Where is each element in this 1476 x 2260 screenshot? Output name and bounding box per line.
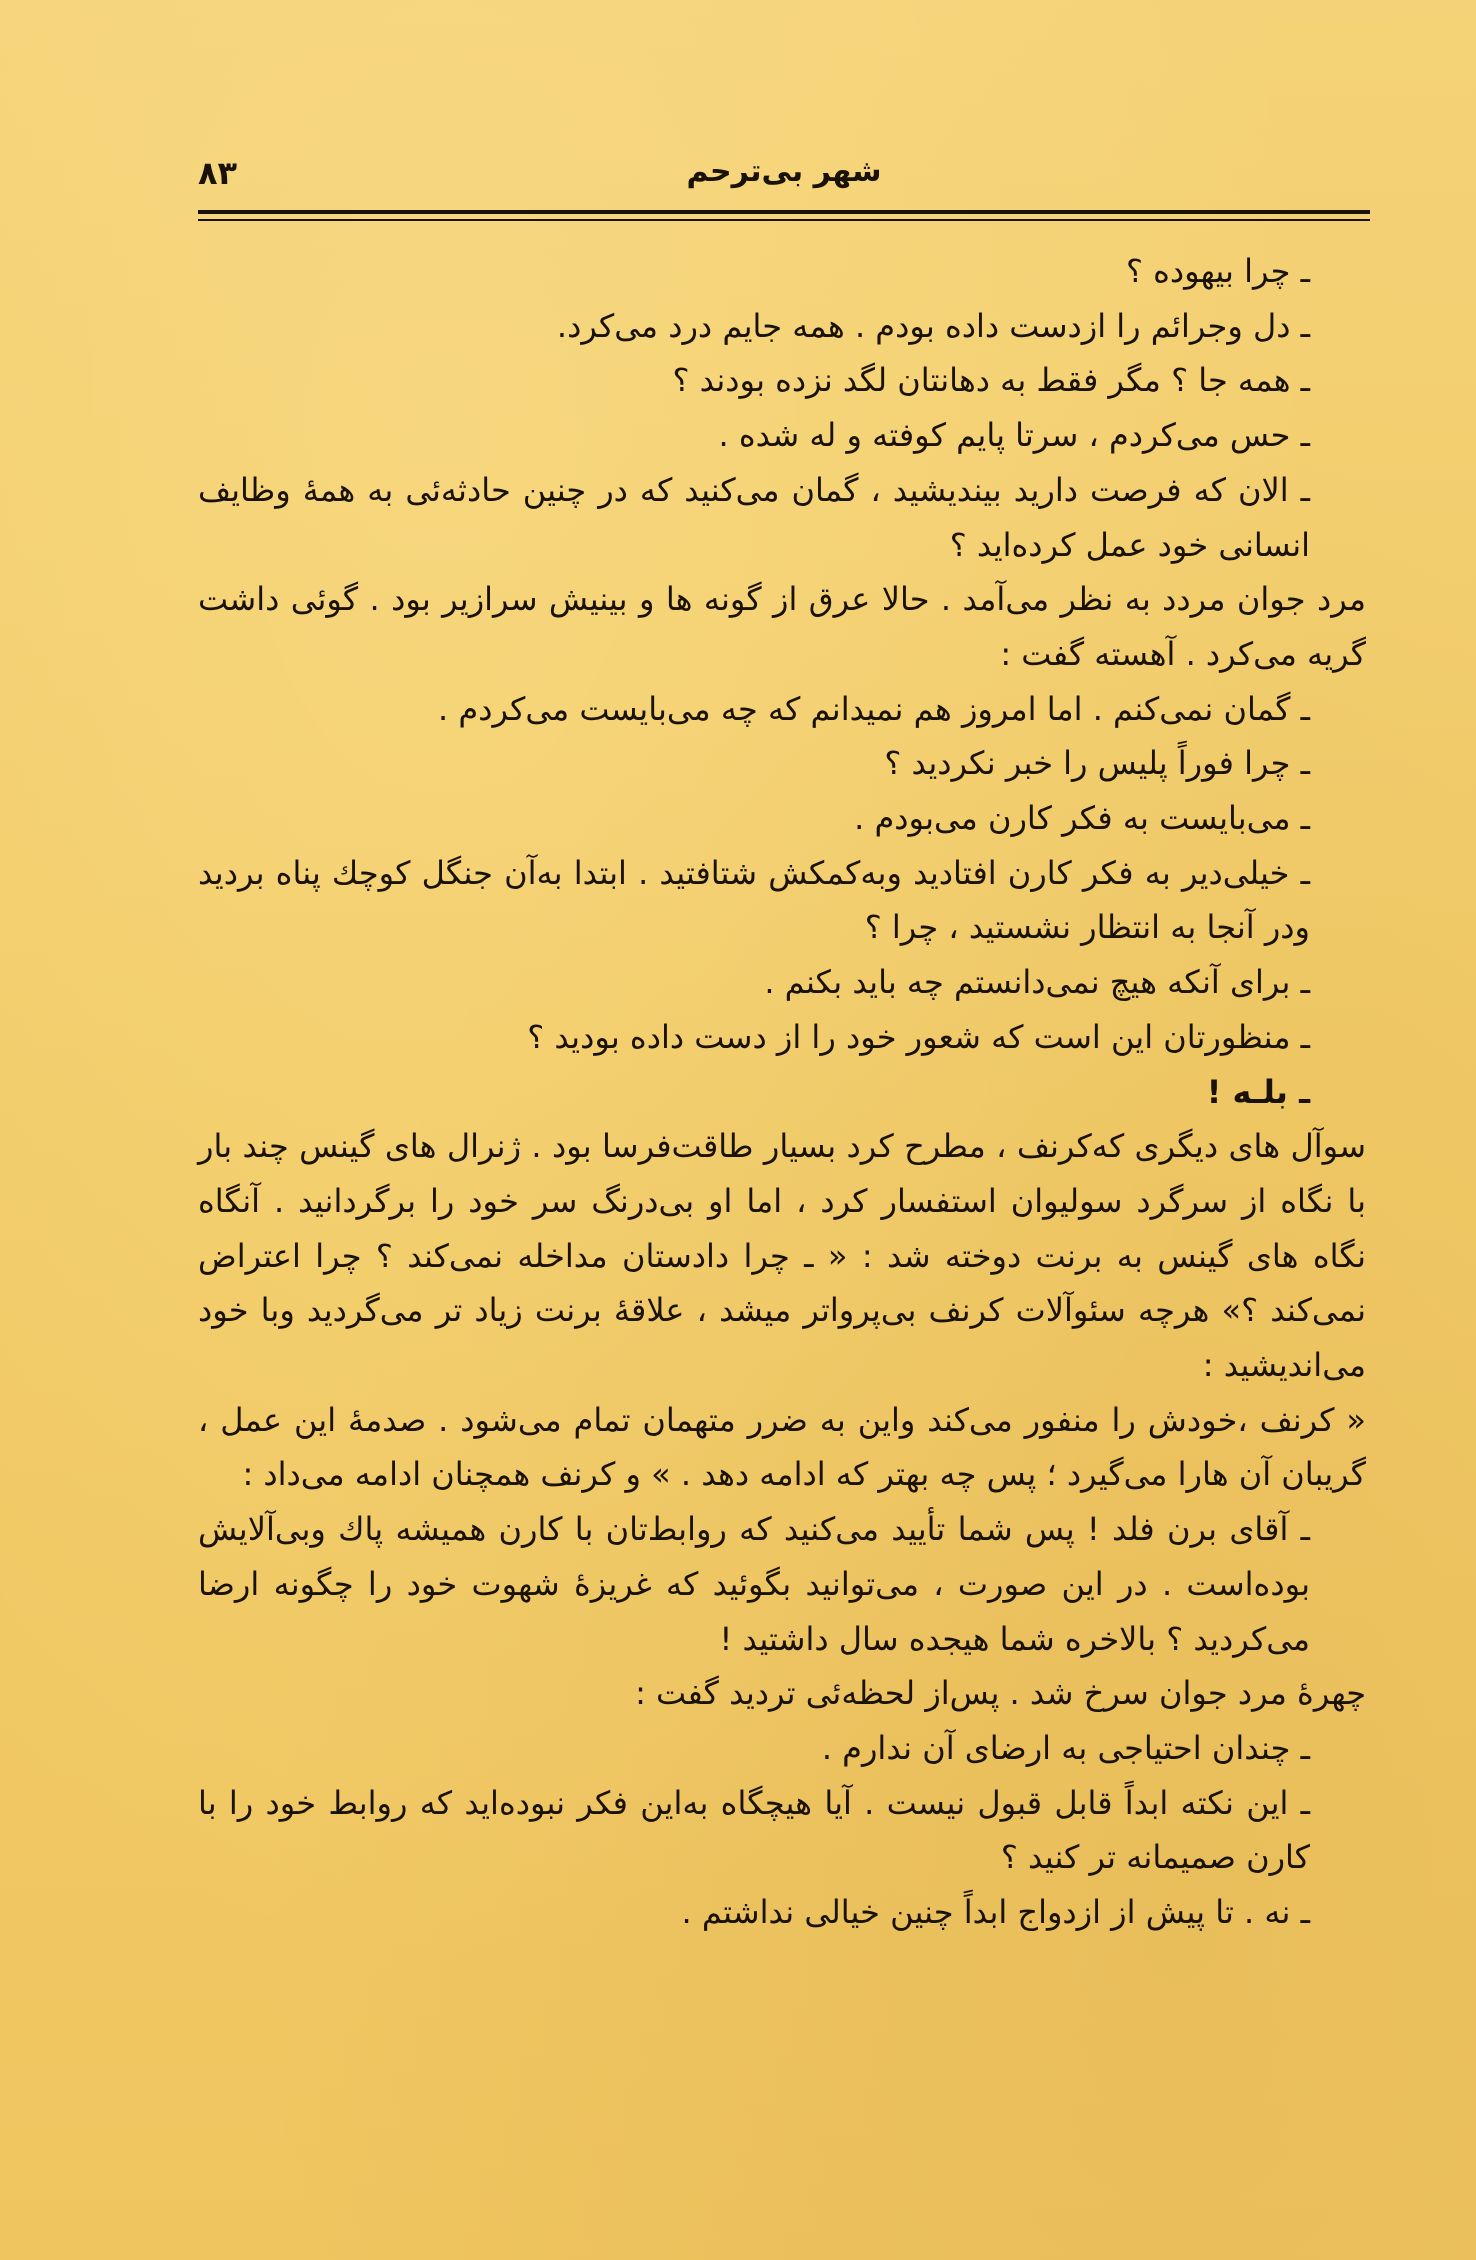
paragraph: ـ چندان احتیاجی به ارضای آن ندارم . — [821, 1728, 1310, 1767]
paragraph: چهرهٔ مرد جوان سرخ شد . پس‌از لحظه‌ئی تردید گفت : — [635, 1674, 1366, 1713]
paragraph: « کرنف ،خودش را منفور می‌کند واین به ضرر متهمان تمام می‌شود . صدمهٔ این عمل ، گریبان آن هارا می‌گیرد ؛ پس چه بهتر که ادامه دهد . » و کرنف همچنان ادامه می‌داد : — [198, 1400, 1366, 1494]
header-rule-thin — [198, 219, 1370, 221]
paragraph: ـ الان که فرصت دارید بیندیشید ، گمان می‌کنید که در چنین حادثه‌ئی به همهٔ وظایف انسانی خود عمل کرده‌اید ؟ — [198, 470, 1310, 564]
paragraph: مرد جوان مردد به نظر می‌آمد . حالا عرق از گونه ها و بینیش سرازیر بود . گوئی داشت گریه می‌کرد . آهسته گفت : — [198, 580, 1366, 673]
body-text — [198, 244, 1370, 1940]
paragraph: سوآل های دیگری که‌کرنف ، مطرح کرد بسیار طاقت‌فرسا بود . ژنرال های گینس چند بار با نگاه از سرگرد سولیوان استفسار کرد ، اما او بی‌درنگ سر خود را برگردانید . آنگاه نگاه های گینس به برنت دوخته شد : « ـ چرا دادستان مداخله نمی‌کند ؟ چرا اعتراض نمی‌کند ؟» هرچه سئوآلات کرنف بی‌پرواتر میشد ، علاقهٔ برنت زیاد تر می‌گردید وبا خود می‌اندیشید : — [198, 1127, 1366, 1385]
paragraph: ـ دل وجرائم را ازدست داده بودم . همه جایم درد می‌کرد. — [556, 306, 1310, 345]
paragraph: ـ خیلی‌دیر به فکر کارن افتادید وبه‌کمکش شتافتید . ابتدا به‌آن جنگل کوچك پناه بردید ودر آنجا به انتظار نشستید ، چرا ؟ — [198, 853, 1310, 947]
paragraph: ـ چرا فوراً پلیس را خبر نکردید ؟ — [884, 744, 1310, 783]
paragraph: ـ منظورتان این است که شعور خود را از دست داده بودید ؟ — [527, 1017, 1310, 1056]
paragraph: ـ این نکته ابداً قابل قبول نیست . آیا هیچگاه به‌این فکر نبوده‌اید که روابط خود را با کارن صمیمانه تر کنید ؟ — [198, 1783, 1310, 1877]
paragraph: ـ چرا بیهوده ؟ — [1125, 252, 1310, 290]
header-rule-thick — [198, 210, 1370, 214]
paragraph: ـ حس می‌کردم ، سرتا پایم کوفته و له شده . — [718, 416, 1310, 455]
paragraph: ـ آقای برن فلد ! پس شما تأیید می‌کنید که روابط‌تان با کارن همیشه پاك وبی‌آلایش بوده‌است . در این صورت ، می‌توانید بگوئید که غریزهٔ شهوت خود را چگونه ارضا می‌کردید ؟ بالاخره شما هیجده سال داشتید ! — [198, 1510, 1310, 1658]
paragraph: ـ نه . تا پیش از ازدواج ابداً چنین خیالی نداشتم . — [681, 1893, 1310, 1932]
page-number: ۸۳ — [198, 154, 238, 192]
paragraph: ـ همه جا ؟ مگر فقط به دهانتان لگد نزده بودند ؟ — [672, 361, 1310, 400]
paragraph: ـ گمان نمی‌کنم . اما امروز هم نمیدانم که چه می‌بایست می‌کردم . — [438, 689, 1310, 728]
page-header — [198, 150, 1370, 198]
paragraph: ـ برای آنکه هیچ نمی‌دانستم چه باید بکنم . — [764, 963, 1310, 1002]
running-title: شهر بی‌ترحم — [686, 154, 882, 189]
paragraph: ـ بلـه ! — [1206, 1072, 1310, 1111]
paragraph: ـ می‌بایست به فکر کارن می‌بودم . — [854, 799, 1310, 838]
